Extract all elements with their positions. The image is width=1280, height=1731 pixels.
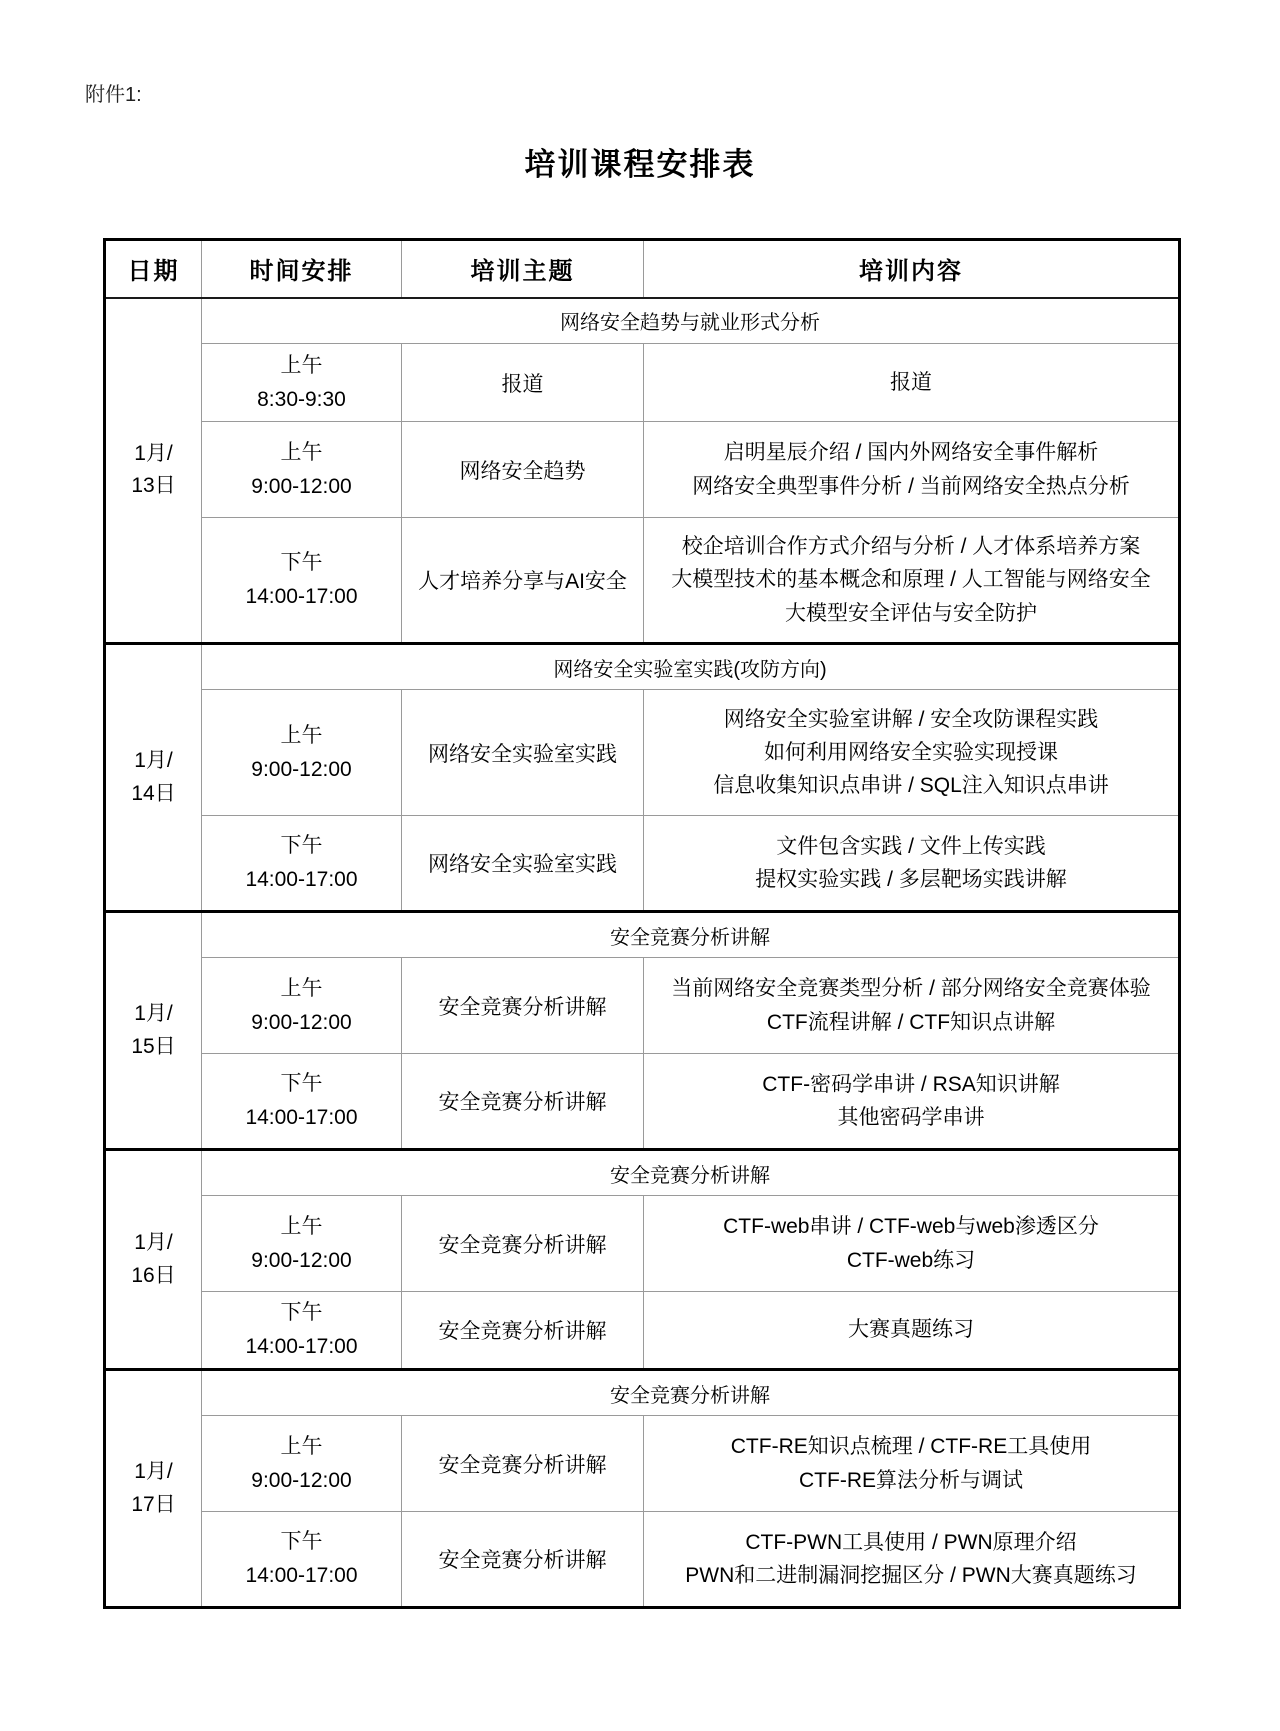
time-range: 9:00-12:00 xyxy=(251,757,352,781)
time-cell xyxy=(202,1054,402,1150)
date-month: 1月/ xyxy=(134,748,173,772)
time-period: 下午 xyxy=(280,1072,323,1096)
time-period: 上午 xyxy=(280,440,323,464)
time-range: 14:00-17:00 xyxy=(245,1335,358,1358)
date-day: 13日 xyxy=(131,474,176,498)
content-cell xyxy=(644,1292,1180,1370)
section-title: 安全竞赛分析讲解 xyxy=(202,912,1180,958)
topic-cell: 安全竞赛分析讲解 xyxy=(402,958,644,1054)
day-group xyxy=(105,644,1180,912)
day-group xyxy=(105,298,1180,644)
date-month: 1月/ xyxy=(134,1001,173,1025)
time-period: 上午 xyxy=(280,976,323,1000)
topic-cell: 安全竞赛分析讲解 xyxy=(402,1416,644,1512)
schedule-row xyxy=(105,1416,1180,1512)
schedule-row xyxy=(105,690,1180,816)
content-cell xyxy=(644,690,1180,816)
header-date: 日期 xyxy=(105,240,202,298)
content-cell xyxy=(644,518,1180,644)
schedule-row xyxy=(105,958,1180,1054)
content-line: 网络安全实验室讲解 / 安全攻防课程实践 xyxy=(723,707,1099,731)
date-cell xyxy=(105,644,202,912)
date-day: 16日 xyxy=(131,1263,176,1287)
topic-cell: 安全竞赛分析讲解 xyxy=(402,1054,644,1150)
time-range: 14:00-17:00 xyxy=(245,1106,358,1129)
section-row xyxy=(105,644,1180,690)
header-topic: 培训主题 xyxy=(402,240,644,298)
content-line: CTF-web串讲 / CTF-web与web渗透区分 xyxy=(723,1215,1099,1239)
time-period: 上午 xyxy=(280,723,323,747)
schedule-row xyxy=(105,518,1180,644)
content-cell xyxy=(644,344,1180,422)
section-title: 网络安全趋势与就业形式分析 xyxy=(202,298,1180,344)
date-month: 1月/ xyxy=(134,1459,173,1483)
time-range: 14:00-17:00 xyxy=(245,1564,358,1587)
time-period: 上午 xyxy=(280,1214,323,1238)
time-period: 下午 xyxy=(280,834,323,858)
header-content: 培训内容 xyxy=(644,240,1180,298)
schedule-row xyxy=(105,1292,1180,1370)
section-title: 安全竞赛分析讲解 xyxy=(202,1370,1180,1416)
topic-cell: 报道 xyxy=(402,344,644,422)
attachment-label: 附件1: xyxy=(85,84,142,106)
content-line: 文件包含实践 / 文件上传实践 xyxy=(776,834,1046,858)
content-line: 报道 xyxy=(890,370,932,394)
content-line: CTF-密码学串讲 / RSA知识讲解 xyxy=(762,1072,1060,1096)
content-cell xyxy=(644,422,1180,518)
content-line: PWN和二进制漏洞挖掘区分 / PWN大赛真题练习 xyxy=(685,1564,1137,1587)
date-month: 1月/ xyxy=(134,441,173,465)
section-row xyxy=(105,1150,1180,1196)
schedule-row xyxy=(105,344,1180,422)
content-line: 校企培训合作方式介绍与分析 / 人才体系培养方案 xyxy=(681,535,1141,559)
date-day: 14日 xyxy=(131,781,176,805)
time-range: 8:30-9:30 xyxy=(257,387,346,411)
content-line: 提权实验实践 / 多层靶场实践讲解 xyxy=(755,868,1067,891)
time-cell xyxy=(202,1196,402,1292)
day-group xyxy=(105,1150,1180,1370)
date-day: 17日 xyxy=(131,1492,176,1516)
time-cell xyxy=(202,1512,402,1608)
content-cell xyxy=(644,958,1180,1054)
content-cell xyxy=(644,816,1180,912)
date-day: 15日 xyxy=(131,1034,176,1058)
time-period: 下午 xyxy=(280,1301,323,1325)
time-cell xyxy=(202,1416,402,1512)
time-range: 9:00-12:00 xyxy=(251,1248,352,1272)
content-line: CTF-web练习 xyxy=(846,1248,976,1272)
day-group xyxy=(105,1370,1180,1608)
time-cell xyxy=(202,422,402,518)
time-cell xyxy=(202,344,402,422)
time-range: 9:00-12:00 xyxy=(251,474,352,498)
topic-cell: 安全竞赛分析讲解 xyxy=(402,1292,644,1370)
content-line: 如何利用网络安全实验实现授课 xyxy=(764,740,1058,764)
time-range: 14:00-17:00 xyxy=(245,585,358,608)
schedule-row xyxy=(105,816,1180,912)
content-line: 信息收集知识点串讲 / SQL注入知识点串讲 xyxy=(713,774,1109,798)
content-cell xyxy=(644,1196,1180,1292)
section-row xyxy=(105,1370,1180,1416)
topic-cell: 网络安全实验室实践 xyxy=(402,816,644,912)
content-line: 大模型技术的基本概念和原理 / 人工智能与网络安全 xyxy=(671,568,1151,592)
content-line: 网络安全典型事件分析 / 当前网络安全热点分析 xyxy=(692,474,1130,498)
table-header-row xyxy=(105,240,1180,298)
section-row xyxy=(105,298,1180,344)
time-cell xyxy=(202,1292,402,1370)
content-line: CTF-PWN工具使用 / PWN原理介绍 xyxy=(745,1530,1077,1554)
content-line: 当前网络安全竞赛类型分析 / 部分网络安全竞赛体验 xyxy=(671,977,1151,1001)
time-cell xyxy=(202,690,402,816)
schedule-row xyxy=(105,1196,1180,1292)
date-cell xyxy=(105,298,202,644)
content-line: CTF流程讲解 / CTF知识点讲解 xyxy=(766,1010,1056,1034)
schedule-row xyxy=(105,422,1180,518)
date-cell xyxy=(105,912,202,1150)
content-cell xyxy=(644,1054,1180,1150)
topic-cell: 安全竞赛分析讲解 xyxy=(402,1512,644,1608)
content-cell xyxy=(644,1512,1180,1608)
date-cell xyxy=(105,1150,202,1370)
time-range: 14:00-17:00 xyxy=(245,868,358,891)
content-line: CTF-RE算法分析与调试 xyxy=(799,1468,1023,1492)
content-line: 大赛真题练习 xyxy=(848,1318,974,1342)
content-line: 其他密码学串讲 xyxy=(837,1106,985,1129)
content-line: 大模型安全评估与安全防护 xyxy=(785,601,1037,625)
page-title: 培训课程安排表 xyxy=(524,147,756,183)
section-row xyxy=(105,912,1180,958)
time-cell xyxy=(202,958,402,1054)
day-group xyxy=(105,912,1180,1150)
content-cell xyxy=(644,1416,1180,1512)
time-period: 下午 xyxy=(280,551,323,575)
time-period: 下午 xyxy=(280,1530,323,1554)
schedule-row xyxy=(105,1512,1180,1608)
section-title: 安全竞赛分析讲解 xyxy=(202,1150,1180,1196)
topic-cell: 网络安全实验室实践 xyxy=(402,690,644,816)
schedule-table xyxy=(103,238,1181,1609)
content-line: CTF-RE知识点梳理 / CTF-RE工具使用 xyxy=(730,1435,1092,1459)
schedule-row xyxy=(105,1054,1180,1150)
topic-cell: 安全竞赛分析讲解 xyxy=(402,1196,644,1292)
time-cell xyxy=(202,518,402,644)
time-period: 上午 xyxy=(280,1434,323,1458)
content-line: 启明星辰介绍 / 国内外网络安全事件解析 xyxy=(723,441,1099,465)
time-cell xyxy=(202,816,402,912)
time-range: 9:00-12:00 xyxy=(251,1010,352,1034)
time-range: 9:00-12:00 xyxy=(251,1468,352,1492)
date-cell xyxy=(105,1370,202,1608)
section-title: 网络安全实验室实践(攻防方向) xyxy=(202,644,1180,690)
date-month: 1月/ xyxy=(134,1230,173,1254)
topic-cell: 网络安全趋势 xyxy=(402,422,644,518)
time-period: 上午 xyxy=(280,353,323,377)
header-time: 时间安排 xyxy=(202,240,402,298)
topic-cell: 人才培养分享与AI安全 xyxy=(402,518,644,644)
